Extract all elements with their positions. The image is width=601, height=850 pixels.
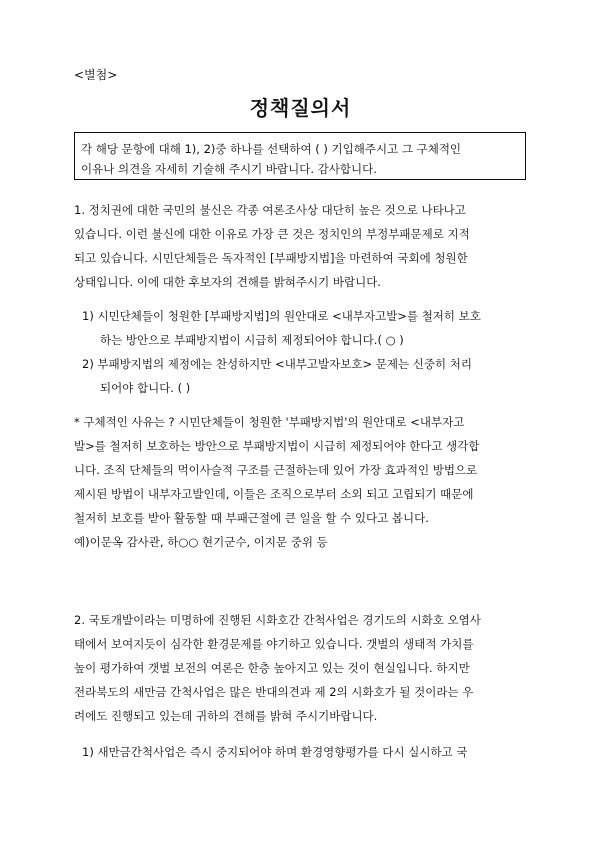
question-1-option-1: [82, 304, 532, 352]
option-line: 1) 시민단체들이 청원한 [부패방지법]의 원안대로 <내부자고발>를 철저히 보호: [82, 309, 481, 323]
reason-line: 예)이문옥 감사관, 하○○ 현기군수, 이지문 중위 등: [74, 535, 328, 549]
option-line: 2) 부패방지법의 제정에는 찬성하지만 <내부고발자보호> 문제는 신중히 처리: [82, 357, 472, 371]
reason-line: 발>를 철저히 보호하는 방안으로 부패방지법이 시급히 제정되어야 한다고 생각합: [74, 439, 480, 453]
page-title: 정책질의서: [249, 96, 352, 120]
question-1: [74, 198, 534, 294]
question-2-line: 려에도 진행되고 있는데 귀하의 견해를 밝혀 주시기바랍니다.: [74, 709, 378, 723]
question-1-line: 상태입니다. 이에 대한 후보자의 견해를 밝혀주시기 바랍니다.: [74, 275, 381, 289]
question-2-line: 높이 평가하여 갯벌 보전의 여론은 한층 높아지고 있는 것이 현실입니다. 하지만: [74, 661, 470, 675]
question-1-line: 1. 정치권에 대한 국민의 불신은 각종 여론조사상 대단히 높은 것으로 나타나고: [74, 203, 466, 217]
instruction-line: 각 해당 문항에 대해 1), 2)중 하나를 선택하여 ( ) 기입해주시고 그 구체적인: [81, 142, 462, 156]
question-2-line: 전라북도의 새만금 간척사업은 많은 반대의견과 제 2의 시화호가 될 것이라는 우: [74, 685, 474, 699]
question-2-line: 2. 국토개발이라는 미명하에 진행된 시화호간 간척사업은 경기도의 시화호 오염사: [74, 613, 481, 627]
instruction-box: [74, 132, 526, 180]
instruction-line: 이유나 의견을 자세히 기술해 주시기 바랍니다. 감사합니다.: [81, 162, 377, 176]
reason-line: 제시된 방법이 내부자고발인데, 이들은 조직으로부터 소외 되고 고립되기 때문에: [74, 487, 474, 501]
question-2-option-1: [82, 740, 532, 764]
reason-line: 철저히 보호를 받아 활동할 때 부패근절에 큰 일을 할 수 있다고 봅니다.: [74, 511, 429, 525]
option-line: 1) 새만금간척사업은 즉시 중지되어야 하며 환경영향평가를 다시 실시하고 국: [82, 745, 468, 759]
question-1-line: 되고 있습니다. 시민단체들은 독자적인 [부패방지법]을 마련하여 국회에 청원한: [74, 251, 468, 265]
question-1-reason: [74, 410, 534, 554]
question-1-option-2: [82, 352, 532, 400]
question-2-line: 태에서 보여지듯이 심각한 환경문제를 야기하고 있습니다. 갯벌의 생태적 가치를: [74, 637, 474, 651]
reason-line: * 구체적인 사유는 ? 시민단체들이 청원한 '부패방지법'의 원안대로 <내부자고: [74, 415, 465, 429]
attachment-tag: <별첨>: [74, 68, 118, 82]
question-2: [74, 608, 534, 728]
option-line: 하는 방안으로 부패방지법이 시급히 제정되어야 합니다.( ○ ): [100, 333, 404, 347]
reason-line: 니다. 조직 단체들의 먹이사슬적 구조를 근절하는데 있어 가장 효과적인 방법으로: [74, 463, 478, 477]
question-1-line: 있습니다. 이런 불신에 대한 이유로 가장 큰 것은 정치인의 부정부패문제로 지적: [74, 227, 470, 241]
option-line: 되어야 합니다. ( ): [100, 381, 191, 395]
